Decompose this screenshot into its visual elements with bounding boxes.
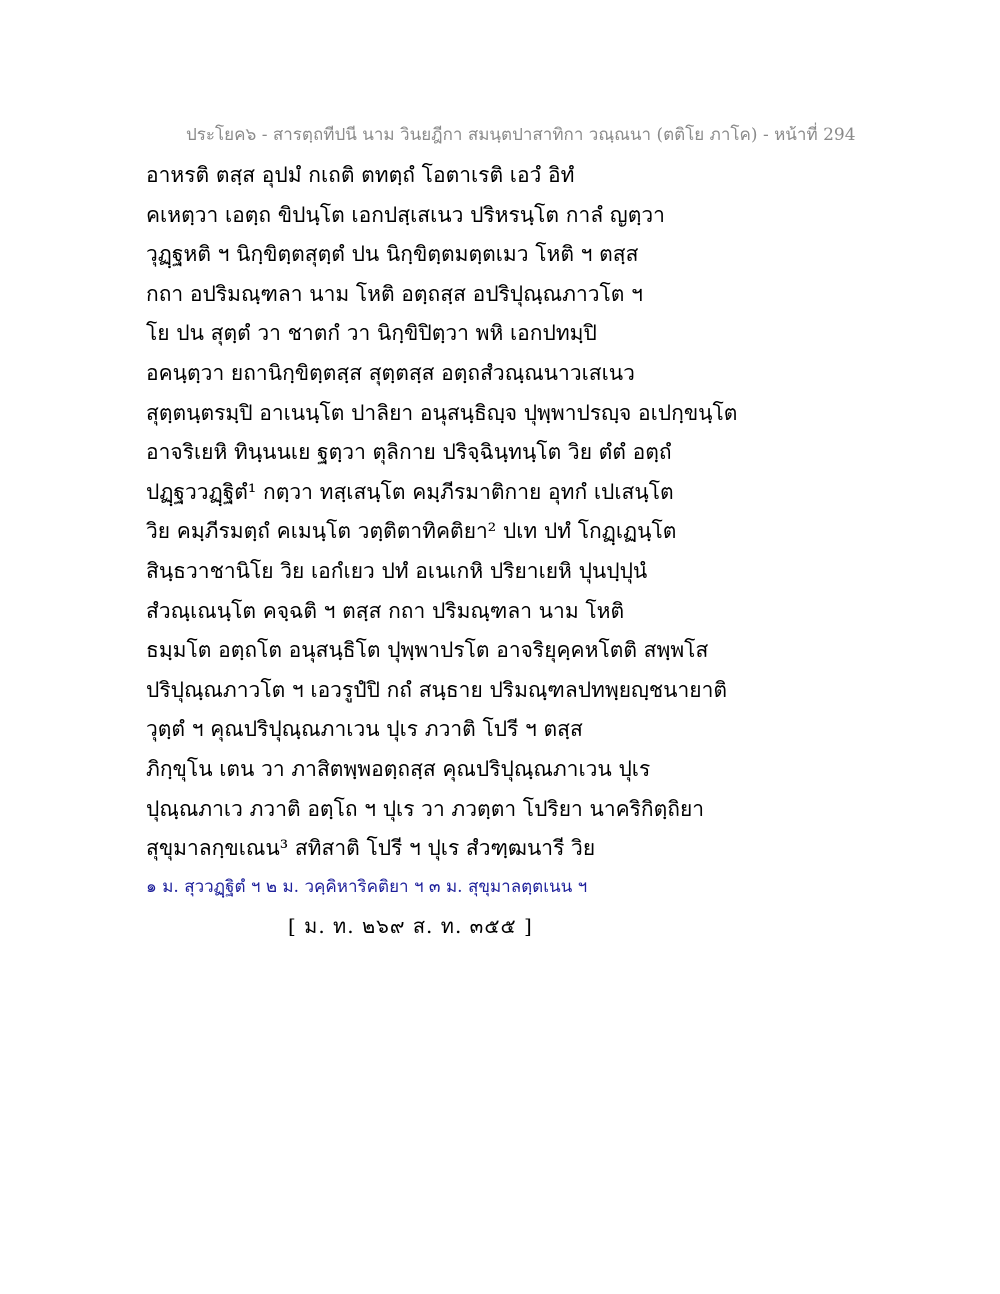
body-line: โย ปน สุตฺตํ วา ชาตกํ วา นิกฺขิปิตฺวา พหิ เอกปทมฺปิ bbox=[146, 321, 597, 346]
body-line: สํวณฺเณนฺโต คจฺฉติ ฯ ตสฺส กถา ปริมณฺฑลา นาม โหติ bbox=[146, 598, 625, 623]
body-line: อาจริเยหิ ทินฺนนเย ฐตฺวา ตุลิกาย ปริจฺฉินฺทนฺโต วิย ตํตํ อตฺถํ bbox=[146, 440, 672, 465]
body-line: วุตฺตํ ฯ คุณปริปุณฺณภาเวน ปุเร ภวาติ โปรี ฯ ตสฺส bbox=[146, 717, 583, 742]
body-line: สินฺธวาชานิโย วิย เอกํเยว ปทํ อเนเกหิ ปริยาเยหิ ปุนปฺปุนํ bbox=[146, 558, 648, 583]
body-line: ธมฺมโต อตฺถโต อนุสนฺธิโต ปุพฺพาปรโต อาจริยุคฺคหโตติ สพฺพโส bbox=[146, 638, 709, 663]
body-line: สุขุมาลกฺขเณน³ สทิสาติ โปรี ฯ ปุเร สํวฑฺฒนารี วิย bbox=[146, 836, 596, 861]
body-line: ภิกฺขุโน เตน วา ภาสิตพฺพอตฺถสฺส คุณปริปุณฺณภาเวน ปุเร bbox=[146, 756, 651, 781]
body-line: คเหตฺวา เอตฺถ ขิปนฺโต เอกปสฺเสเนว ปริหรนฺโต กาลํ ญตฺวา bbox=[146, 202, 665, 227]
body-line: วิย คมฺภีรมตฺถํ คเมนฺโต วตฺติตาทิคติยา² ปเท ปทํ โกฏฺเฏนฺโต bbox=[146, 519, 677, 544]
body-line: ปฏฺฐววฏฺฐิตํ¹ กตฺวา ทสฺเสนฺโต คมฺภีรมาติกาย อุทกํ เปเสนฺโต bbox=[146, 479, 674, 504]
page-header: ประโยค๖ - สารตฺถทีปนี นาม วินยฎีกา สมนฺตปาสาทิกา วณฺณนา (ตติโย ภาโค) - หน้าที่ 294 bbox=[186, 125, 856, 145]
body-line: สุตฺตนฺตรมฺปิ อาเนนฺโต ปาลิยา อนุสนฺธิญฺจ ปุพฺพาปรญฺจ อเปกฺขนฺโต bbox=[146, 400, 738, 425]
body-text bbox=[146, 160, 866, 873]
body-line: อคนฺตฺวา ยถานิกฺขิตฺตสฺส สุตฺตสฺส อตฺถสํวณฺณนาวเสเนว bbox=[146, 360, 635, 385]
body-line: อาหรติ ตสฺส อุปมํ กเถติ ตทตฺถํ โอตาเรติ เอวํ อิทํ bbox=[146, 163, 575, 187]
body-line: กถา อปริมณฺฑลา นาม โหติ อตฺถสฺส อปริปุณฺณภาวโต ฯ bbox=[146, 281, 643, 306]
body-line: ปุณฺณภาเว ภวาติ อตฺโถ ฯ ปุเร วา ภวตฺตา โปริยา นาคริกิตฺถิยา bbox=[146, 796, 705, 821]
page-reference: [ ม. ท. ๒๖๙ ส. ท. ๓๕๕ ] bbox=[288, 914, 533, 938]
body-line: ปริปุณฺณภาวโต ฯ เอวรูปํปิ กถํ สนฺธาย ปริมณฺฑลปทพฺยญฺชนายาติ bbox=[146, 677, 728, 702]
body-line: วุฏฺฐหติ ฯ นิกฺขิตฺตสุตฺตํ ปน นิกฺขิตฺตมตฺตเมว โหติ ฯ ตสฺส bbox=[146, 242, 639, 267]
footnote: ๑ ม. สุววฏฺฐิตํ ฯ ๒ ม. วคฺคิหาริคติยา ฯ ๓ ม. สุขุมาลตฺตเนน ฯ bbox=[146, 877, 588, 897]
